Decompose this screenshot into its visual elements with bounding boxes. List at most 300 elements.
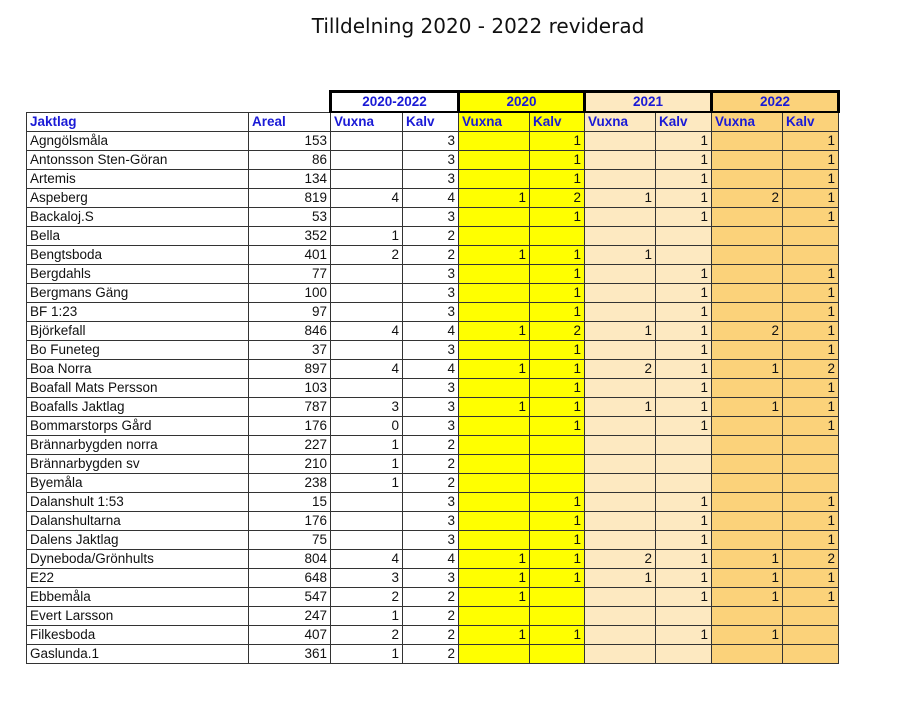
table-row [27, 512, 839, 531]
period-kalv-cell: 3 [403, 512, 459, 531]
y2021-kalv-cell [656, 246, 712, 265]
areal-cell: 176 [249, 417, 331, 436]
jaktlag-cell: Boafall Mats Persson [27, 379, 249, 398]
period-vuxna-cell [331, 265, 403, 284]
y2022-kalv-cell: 1 [783, 284, 839, 303]
jaktlag-cell: Brännarbygden norra [27, 436, 249, 455]
vuxna-header: Vuxna [459, 112, 530, 132]
year-2020-header: 2020 [459, 92, 585, 113]
y2021-kalv-cell: 1 [656, 322, 712, 341]
y2022-kalv-cell [783, 246, 839, 265]
y2020-vuxna-cell [459, 455, 530, 474]
table-row [27, 493, 839, 512]
areal-cell: 819 [249, 189, 331, 208]
y2022-vuxna-cell [712, 474, 783, 493]
period-kalv-cell: 3 [403, 170, 459, 189]
y2022-vuxna-cell [712, 265, 783, 284]
period-vuxna-cell: 4 [331, 360, 403, 379]
y2022-kalv-cell: 1 [783, 151, 839, 170]
jaktlag-cell: Boa Norra [27, 360, 249, 379]
y2020-kalv-cell: 1 [530, 379, 585, 398]
table-row [27, 645, 839, 664]
period-vuxna-cell [331, 132, 403, 151]
y2022-vuxna-cell: 1 [712, 626, 783, 645]
period-vuxna-cell: 1 [331, 455, 403, 474]
y2021-vuxna-cell [585, 455, 656, 474]
period-vuxna-cell: 4 [331, 189, 403, 208]
period-kalv-cell: 3 [403, 531, 459, 550]
period-vuxna-cell: 0 [331, 417, 403, 436]
y2022-vuxna-cell: 2 [712, 189, 783, 208]
y2020-vuxna-cell [459, 151, 530, 170]
y2021-vuxna-cell [585, 436, 656, 455]
y2020-kalv-cell [530, 588, 585, 607]
y2022-kalv-cell: 1 [783, 398, 839, 417]
jaktlag-cell: Dalens Jaktlag [27, 531, 249, 550]
y2022-kalv-cell: 1 [783, 208, 839, 227]
table-row [27, 550, 839, 569]
table-row [27, 474, 839, 493]
period-vuxna-cell: 2 [331, 246, 403, 265]
y2022-vuxna-cell [712, 417, 783, 436]
y2021-kalv-cell: 1 [656, 132, 712, 151]
jaktlag-cell: E22 [27, 569, 249, 588]
y2022-vuxna-cell [712, 246, 783, 265]
jaktlag-cell: Björkefall [27, 322, 249, 341]
y2020-kalv-cell [530, 474, 585, 493]
period-kalv-cell: 3 [403, 493, 459, 512]
jaktlag-header: Jaktlag [27, 112, 249, 132]
y2020-kalv-cell [530, 436, 585, 455]
y2020-vuxna-cell: 1 [459, 322, 530, 341]
y2022-kalv-cell: 1 [783, 531, 839, 550]
y2021-vuxna-cell [585, 132, 656, 151]
y2021-kalv-cell: 1 [656, 588, 712, 607]
areal-header: Areal [249, 112, 331, 132]
y2022-kalv-cell [783, 626, 839, 645]
period-kalv-cell: 2 [403, 227, 459, 246]
y2021-vuxna-cell [585, 417, 656, 436]
allocation-table [26, 90, 840, 664]
jaktlag-cell: Brännarbygden sv [27, 455, 249, 474]
y2021-kalv-cell: 1 [656, 208, 712, 227]
table-row [27, 588, 839, 607]
y2021-vuxna-cell [585, 512, 656, 531]
y2020-kalv-cell: 1 [530, 151, 585, 170]
areal-cell: 897 [249, 360, 331, 379]
period-vuxna-cell: 2 [331, 588, 403, 607]
kalv-header: Kalv [530, 112, 585, 132]
kalv-header: Kalv [783, 112, 839, 132]
page-title: Tilldelning 2020 - 2022 reviderad [311, 14, 645, 38]
y2022-kalv-cell [783, 227, 839, 246]
y2021-kalv-cell: 1 [656, 379, 712, 398]
areal-cell: 238 [249, 474, 331, 493]
period-kalv-cell: 3 [403, 303, 459, 322]
table-row [27, 626, 839, 645]
table-row [27, 170, 839, 189]
y2021-vuxna-cell [585, 227, 656, 246]
y2021-vuxna-cell: 2 [585, 360, 656, 379]
areal-cell: 846 [249, 322, 331, 341]
y2022-kalv-cell [783, 436, 839, 455]
areal-cell: 75 [249, 531, 331, 550]
period-kalv-cell: 3 [403, 569, 459, 588]
y2020-kalv-cell: 1 [530, 626, 585, 645]
period-kalv-cell: 2 [403, 436, 459, 455]
y2020-vuxna-cell [459, 208, 530, 227]
areal-cell: 97 [249, 303, 331, 322]
y2020-kalv-cell [530, 455, 585, 474]
jaktlag-cell: Dyneboda/Grönhults [27, 550, 249, 569]
y2020-vuxna-cell [459, 607, 530, 626]
areal-cell: 352 [249, 227, 331, 246]
y2022-kalv-cell: 1 [783, 303, 839, 322]
period-vuxna-cell: 1 [331, 436, 403, 455]
jaktlag-cell: Bo Funeteg [27, 341, 249, 360]
y2020-vuxna-cell: 1 [459, 588, 530, 607]
y2020-vuxna-cell [459, 512, 530, 531]
y2021-kalv-cell: 1 [656, 569, 712, 588]
y2021-vuxna-cell [585, 379, 656, 398]
period-kalv-cell: 3 [403, 284, 459, 303]
table-row [27, 569, 839, 588]
year-2021-header: 2021 [585, 92, 712, 113]
period-kalv-cell: 2 [403, 645, 459, 664]
y2020-vuxna-cell [459, 645, 530, 664]
jaktlag-cell: Evert Larsson [27, 607, 249, 626]
y2022-kalv-cell: 2 [783, 360, 839, 379]
y2020-vuxna-cell [459, 284, 530, 303]
y2022-vuxna-cell [712, 455, 783, 474]
y2022-kalv-cell: 1 [783, 341, 839, 360]
period-kalv-cell: 3 [403, 151, 459, 170]
period-kalv-cell: 3 [403, 417, 459, 436]
areal-cell: 153 [249, 132, 331, 151]
areal-cell: 53 [249, 208, 331, 227]
y2022-kalv-cell [783, 474, 839, 493]
y2020-kalv-cell: 1 [530, 246, 585, 265]
table-row [27, 151, 839, 170]
jaktlag-cell: Gaslunda.1 [27, 645, 249, 664]
y2022-vuxna-cell: 1 [712, 569, 783, 588]
y2020-kalv-cell: 1 [530, 341, 585, 360]
y2022-vuxna-cell: 2 [712, 322, 783, 341]
period-vuxna-cell [331, 170, 403, 189]
period-vuxna-cell: 1 [331, 474, 403, 493]
table-row [27, 379, 839, 398]
jaktlag-cell: Dalanshultarna [27, 512, 249, 531]
jaktlag-cell: Antonsson Sten-Göran [27, 151, 249, 170]
y2022-vuxna-cell [712, 493, 783, 512]
y2020-kalv-cell: 1 [530, 170, 585, 189]
period-vuxna-cell: 1 [331, 645, 403, 664]
period-vuxna-cell [331, 379, 403, 398]
y2022-kalv-cell [783, 645, 839, 664]
y2021-kalv-cell [656, 455, 712, 474]
year-2022-header: 2022 [712, 92, 839, 113]
period-vuxna-cell: 3 [331, 398, 403, 417]
y2022-kalv-cell: 2 [783, 550, 839, 569]
areal-cell: 547 [249, 588, 331, 607]
y2021-kalv-cell: 1 [656, 284, 712, 303]
period-vuxna-cell [331, 512, 403, 531]
y2020-kalv-cell: 1 [530, 398, 585, 417]
y2020-kalv-cell: 1 [530, 303, 585, 322]
y2021-vuxna-cell [585, 265, 656, 284]
y2020-kalv-cell: 1 [530, 417, 585, 436]
y2021-vuxna-cell [585, 645, 656, 664]
areal-cell: 247 [249, 607, 331, 626]
y2020-kalv-cell: 1 [530, 208, 585, 227]
y2021-vuxna-cell [585, 474, 656, 493]
y2021-vuxna-cell [585, 588, 656, 607]
y2020-vuxna-cell [459, 493, 530, 512]
y2022-kalv-cell: 1 [783, 265, 839, 284]
y2021-vuxna-cell: 1 [585, 189, 656, 208]
y2020-kalv-cell: 1 [530, 493, 585, 512]
areal-cell: 361 [249, 645, 331, 664]
vuxna-header: Vuxna [712, 112, 783, 132]
y2022-vuxna-cell: 1 [712, 360, 783, 379]
y2020-vuxna-cell: 1 [459, 246, 530, 265]
period-vuxna-cell [331, 531, 403, 550]
y2020-vuxna-cell: 1 [459, 360, 530, 379]
table-row [27, 132, 839, 151]
y2021-kalv-cell: 1 [656, 151, 712, 170]
areal-cell: 103 [249, 379, 331, 398]
table-row [27, 189, 839, 208]
y2020-kalv-cell: 1 [530, 132, 585, 151]
period-vuxna-cell: 3 [331, 569, 403, 588]
y2020-kalv-cell [530, 645, 585, 664]
y2022-vuxna-cell [712, 607, 783, 626]
y2021-vuxna-cell [585, 284, 656, 303]
y2021-kalv-cell [656, 227, 712, 246]
y2022-vuxna-cell [712, 379, 783, 398]
y2020-vuxna-cell: 1 [459, 626, 530, 645]
table-row [27, 341, 839, 360]
y2020-vuxna-cell [459, 474, 530, 493]
table-row [27, 531, 839, 550]
y2021-vuxna-cell [585, 341, 656, 360]
y2022-vuxna-cell: 1 [712, 588, 783, 607]
table-row [27, 284, 839, 303]
y2021-vuxna-cell [585, 208, 656, 227]
table-row [27, 455, 839, 474]
table-row [27, 265, 839, 284]
y2021-vuxna-cell [585, 607, 656, 626]
period-kalv-cell: 4 [403, 322, 459, 341]
y2020-vuxna-cell [459, 265, 530, 284]
y2020-vuxna-cell [459, 227, 530, 246]
y2021-vuxna-cell: 1 [585, 322, 656, 341]
y2022-vuxna-cell [712, 512, 783, 531]
y2022-kalv-cell: 1 [783, 588, 839, 607]
table-row [27, 607, 839, 626]
y2020-kalv-cell: 1 [530, 531, 585, 550]
period-kalv-cell: 3 [403, 341, 459, 360]
y2021-kalv-cell: 1 [656, 303, 712, 322]
areal-cell: 15 [249, 493, 331, 512]
y2020-kalv-cell: 1 [530, 512, 585, 531]
period-kalv-cell: 4 [403, 189, 459, 208]
period-vuxna-cell: 1 [331, 227, 403, 246]
areal-cell: 804 [249, 550, 331, 569]
period-kalv-cell: 3 [403, 379, 459, 398]
period-vuxna-cell: 1 [331, 607, 403, 626]
y2020-vuxna-cell [459, 417, 530, 436]
table-row [27, 227, 839, 246]
period-vuxna-cell: 4 [331, 550, 403, 569]
y2022-vuxna-cell [712, 227, 783, 246]
areal-cell: 100 [249, 284, 331, 303]
table-row [27, 417, 839, 436]
jaktlag-cell: Aspeberg [27, 189, 249, 208]
y2021-vuxna-cell: 1 [585, 246, 656, 265]
y2020-kalv-cell: 1 [530, 569, 585, 588]
y2022-kalv-cell: 1 [783, 512, 839, 531]
y2020-kalv-cell: 1 [530, 550, 585, 569]
y2021-kalv-cell: 1 [656, 360, 712, 379]
table-row [27, 436, 839, 455]
y2022-kalv-cell: 1 [783, 170, 839, 189]
y2020-vuxna-cell: 1 [459, 398, 530, 417]
y2021-kalv-cell: 1 [656, 493, 712, 512]
y2021-vuxna-cell [585, 151, 656, 170]
jaktlag-cell: Byemåla [27, 474, 249, 493]
y2020-kalv-cell: 2 [530, 322, 585, 341]
table-row [27, 246, 839, 265]
areal-cell: 787 [249, 398, 331, 417]
y2022-vuxna-cell [712, 341, 783, 360]
areal-cell: 227 [249, 436, 331, 455]
y2022-kalv-cell: 1 [783, 379, 839, 398]
y2020-kalv-cell: 2 [530, 189, 585, 208]
period-vuxna-cell [331, 341, 403, 360]
y2021-kalv-cell: 1 [656, 626, 712, 645]
y2022-vuxna-cell [712, 284, 783, 303]
y2022-vuxna-cell [712, 208, 783, 227]
jaktlag-cell: Dalanshult 1:53 [27, 493, 249, 512]
areal-cell: 648 [249, 569, 331, 588]
y2020-kalv-cell: 1 [530, 284, 585, 303]
y2020-vuxna-cell [459, 341, 530, 360]
y2022-kalv-cell [783, 607, 839, 626]
vuxna-header: Vuxna [331, 112, 403, 132]
period-vuxna-cell [331, 303, 403, 322]
y2021-kalv-cell: 1 [656, 189, 712, 208]
y2021-kalv-cell [656, 436, 712, 455]
kalv-header: Kalv [403, 112, 459, 132]
y2020-kalv-cell [530, 607, 585, 626]
y2022-vuxna-cell [712, 303, 783, 322]
table-row [27, 322, 839, 341]
period-vuxna-cell [331, 493, 403, 512]
y2022-kalv-cell: 1 [783, 322, 839, 341]
jaktlag-cell: Filkesboda [27, 626, 249, 645]
jaktlag-cell: Bergdahls [27, 265, 249, 284]
y2022-vuxna-cell [712, 436, 783, 455]
y2020-vuxna-cell [459, 132, 530, 151]
y2021-kalv-cell: 1 [656, 170, 712, 189]
y2020-kalv-cell [530, 227, 585, 246]
y2020-kalv-cell: 1 [530, 265, 585, 284]
jaktlag-cell: Bommarstorps Gård [27, 417, 249, 436]
y2022-vuxna-cell [712, 531, 783, 550]
y2022-vuxna-cell [712, 170, 783, 189]
table-row [27, 398, 839, 417]
y2021-kalv-cell: 1 [656, 398, 712, 417]
jaktlag-cell: Ebbemåla [27, 588, 249, 607]
y2021-kalv-cell: 1 [656, 512, 712, 531]
jaktlag-cell: BF 1:23 [27, 303, 249, 322]
period-kalv-cell: 2 [403, 588, 459, 607]
y2021-vuxna-cell: 2 [585, 550, 656, 569]
y2021-vuxna-cell: 1 [585, 398, 656, 417]
period-kalv-cell: 2 [403, 246, 459, 265]
y2022-vuxna-cell [712, 151, 783, 170]
period-total-header: 2020-2022 [331, 92, 459, 113]
y2022-kalv-cell: 1 [783, 493, 839, 512]
period-kalv-cell: 3 [403, 265, 459, 284]
y2022-kalv-cell: 1 [783, 569, 839, 588]
y2022-vuxna-cell [712, 645, 783, 664]
y2021-kalv-cell: 1 [656, 417, 712, 436]
period-vuxna-cell: 4 [331, 322, 403, 341]
jaktlag-cell: Agngölsmåla [27, 132, 249, 151]
y2021-kalv-cell [656, 607, 712, 626]
jaktlag-cell: Bella [27, 227, 249, 246]
y2022-kalv-cell: 1 [783, 189, 839, 208]
table-row [27, 360, 839, 379]
y2020-vuxna-cell [459, 170, 530, 189]
period-kalv-cell: 3 [403, 208, 459, 227]
period-kalv-cell: 4 [403, 360, 459, 379]
column-header-row [27, 112, 839, 132]
y2022-kalv-cell: 1 [783, 417, 839, 436]
y2021-kalv-cell [656, 645, 712, 664]
kalv-header: Kalv [656, 112, 712, 132]
areal-cell: 134 [249, 170, 331, 189]
areal-cell: 176 [249, 512, 331, 531]
jaktlag-cell: Artemis [27, 170, 249, 189]
period-kalv-cell: 2 [403, 607, 459, 626]
year-header-row [27, 92, 839, 113]
table-row [27, 303, 839, 322]
period-vuxna-cell: 2 [331, 626, 403, 645]
y2021-kalv-cell [656, 474, 712, 493]
period-vuxna-cell [331, 208, 403, 227]
y2021-kalv-cell: 1 [656, 265, 712, 284]
jaktlag-cell: Bergmans Gäng [27, 284, 249, 303]
period-kalv-cell: 2 [403, 455, 459, 474]
y2020-vuxna-cell: 1 [459, 189, 530, 208]
y2021-vuxna-cell [585, 303, 656, 322]
areal-cell: 401 [249, 246, 331, 265]
areal-cell: 210 [249, 455, 331, 474]
y2021-vuxna-cell: 1 [585, 569, 656, 588]
areal-cell: 86 [249, 151, 331, 170]
y2021-vuxna-cell [585, 493, 656, 512]
areal-cell: 407 [249, 626, 331, 645]
y2022-vuxna-cell [712, 132, 783, 151]
jaktlag-cell: Bengtsboda [27, 246, 249, 265]
y2021-kalv-cell: 1 [656, 550, 712, 569]
jaktlag-cell: Backaloj.S [27, 208, 249, 227]
y2022-vuxna-cell: 1 [712, 398, 783, 417]
period-kalv-cell: 2 [403, 474, 459, 493]
